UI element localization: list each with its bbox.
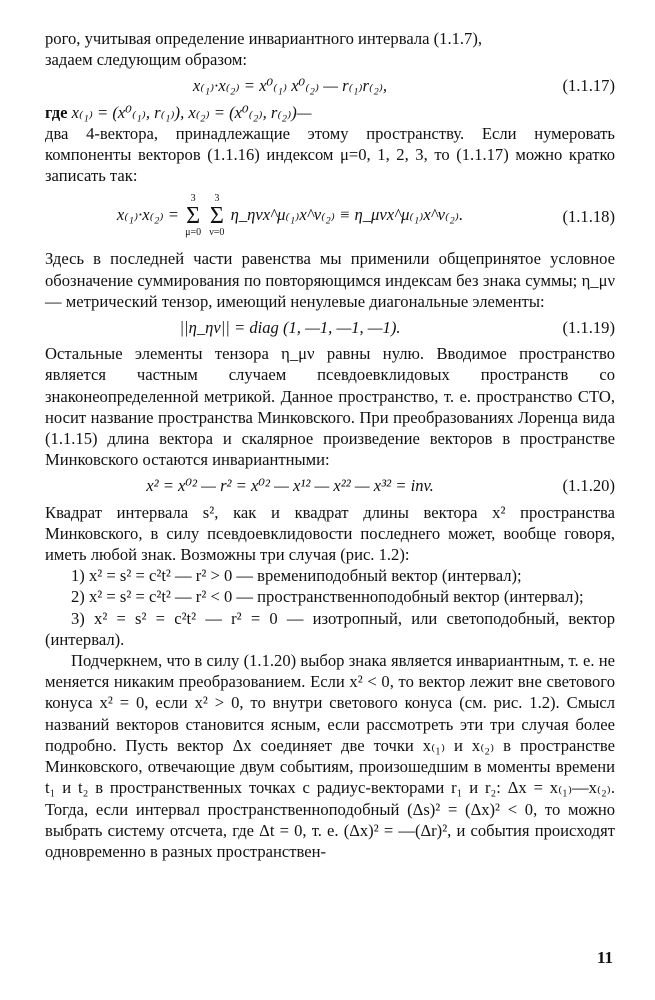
- equation-body: ||η_ην|| = diag (1, —1, —1, —1).: [179, 318, 401, 338]
- eq18-right: η_ηνx^μ₍₁₎x^ν₍₂₎ ≡ η_μνx^μ₍₁₎x^ν₍₂₎.: [230, 205, 464, 225]
- eq18-left: x₍₁₎·x₍₂₎ =: [116, 205, 179, 225]
- list-item: 1) x² = s² = c²t² — r² > 0 — времениподобный вектор (интервал);: [71, 566, 522, 586]
- equation-number: (1.1.20): [562, 476, 615, 496]
- paragraph: Подчеркнем, что в силу (1.1.20) выбор знака является инвариантным, т. е. не меняется никаким преобразованием. Если x² < 0, то вектор лежит вне светового конуса x² = 0, если x² > 0, то внутри светового конуса (см. рис. 1.2). Смысл названий векторов становится ясным, если рассмотреть эти три случая более подробно. Пусть вектор Δx соединяет две точки x₍₁₎ и x₍₂₎ в пространстве Минковского, отвечающие двум событиям, произошедшим в моменты времени t₁ и t₂ в пространственных точках с радиус-векторами r₁ и r₂: Δx = x₍₁₎—x₍₂₎. Тогда, если интервал пространственноподобный (Δs)² = (Δx)² < 0, то можно выбрать систему отсчета, где Δt = 0, т. е. (Δx)² = —(Δr)², и события происходят одновременно в разных пространствен-: [45, 651, 615, 861]
- sum-upper-limit: 3: [214, 193, 220, 205]
- equation-1-1-19: [45, 317, 615, 338]
- equation-number: (1.1.19): [562, 318, 615, 338]
- equation-1-1-17: [45, 75, 615, 96]
- paragraph: два 4-вектора, принадлежащие этому пространству. Если нумеровать компоненты векторов (1.1.16) индексом μ=0, 1, 2, 3, то (1.1.17) можно кратко записать так:: [45, 123, 615, 186]
- sum-upper-limit: 3: [190, 193, 196, 205]
- where-clause: [45, 102, 615, 123]
- sum-lower-limit: μ=0: [185, 227, 202, 239]
- where-word: где: [45, 102, 68, 122]
- equation-number: (1.1.18): [562, 206, 615, 226]
- equation-1-1-18: [45, 194, 615, 238]
- where-body: x₍₁₎ = (x⁰₍₁₎, r₍₁₎), x₍₂₎ = (x⁰₍₂₎, r₍₂₎)—: [71, 102, 312, 122]
- text-line: задаем следующим образом:: [45, 50, 247, 70]
- equation-body: [45, 194, 535, 238]
- equation-body: x₍₁₎·x₍₂₎ = x⁰₍₁₎ x⁰₍₂₎ — r₍₁₎r₍₂₎,: [192, 76, 388, 96]
- sigma-sign: Σ: [186, 203, 201, 230]
- sum-symbol: [185, 194, 201, 238]
- list-item: 2) x² = s² = c²t² — r² < 0 — пространственноподобный вектор (интервал);: [71, 587, 584, 607]
- equation-body: x² = x⁰² — r² = x⁰² — x¹² — x²² — x³² = inv.: [146, 476, 434, 496]
- sum-lower-limit: ν=0: [209, 227, 225, 239]
- sigma-sign: Σ: [209, 203, 224, 230]
- page-number: 11: [596, 948, 613, 967]
- paragraph: Остальные элементы тензора η_μν равны нулю. Вводимое пространство является частным случаем псевдоевклидовых пространств со знаконеопределенной метрикой. Данное пространство, т. е. пространство СТО, носит название пространства Минковского. При преобразованиях Лоренца вида (1.1.15) длина вектора и скалярное произведение векторов в пространстве Минковского остаются инвариантными:: [45, 344, 615, 470]
- equation-1-1-20: [45, 475, 615, 496]
- paragraph: Здесь в последней части равенства мы применили общепринятое условное обозначение суммирования по повторяющимся индексам без знака суммы; η_μν — метрический тензор, имеющий ненулевые диагональные элементы:: [45, 249, 615, 311]
- list-item: 3) x² = s² = c²t² — r² = 0 — изотропный, или светоподобный, вектор (интервал).: [45, 608, 615, 649]
- equation-number: (1.1.17): [562, 76, 615, 96]
- paragraph: Квадрат интервала s², как и квадрат длины вектора x² пространства Минковского, в силу псевдоевклидовости последнего может, вообще говоря, иметь любой знак. Возможны три случая (рис. 1.2):: [45, 502, 615, 565]
- text-line: рого, учитывая определение инвариантного интервала (1.1.7),: [45, 29, 483, 48]
- sum-symbol: [209, 194, 224, 238]
